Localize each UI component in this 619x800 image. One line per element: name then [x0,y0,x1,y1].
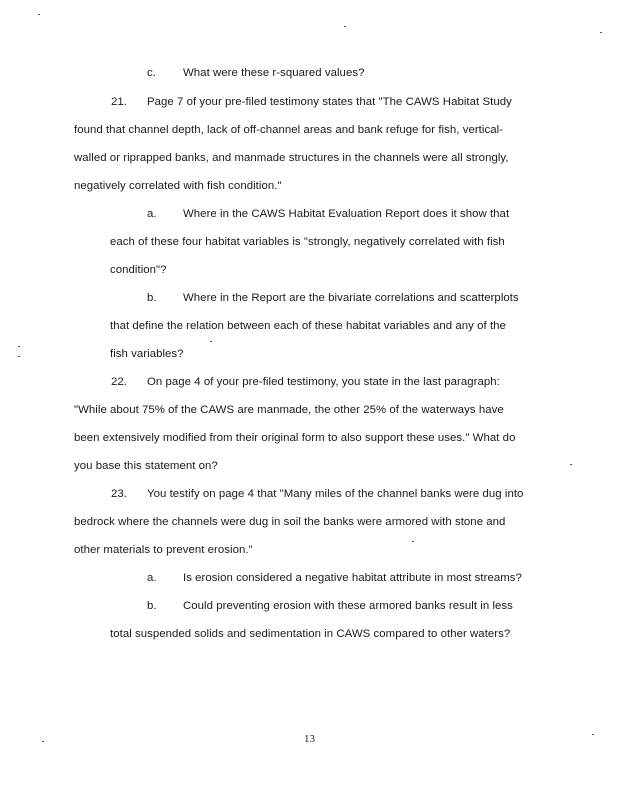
question-22-number: 22. [111,376,127,388]
question-23-line: You testify on page 4 that "Many miles of the channel banks were dug into [147,488,524,500]
question-23-line: bedrock where the channels were dug in soil the banks were armored with stone and [74,516,506,528]
item-c-line: What were these r-squared values? [183,67,365,79]
question-22-line: On page 4 of your pre-filed testimony, you state in the last paragraph: [147,376,500,388]
scan-speck [344,26,346,27]
question-22-line: been extensively modified from their original form to also support these uses." What do [74,432,516,444]
question-21-line: Page 7 of your pre-filed testimony states that "The CAWS Habitat Study [147,96,512,108]
question-21-sub-a-line: condition"? [110,264,167,276]
scan-speck [600,32,602,33]
question-21-number: 21. [111,96,127,108]
question-22-line: "While about 75% of the CAWS are manmade, the other 25% of the waterways have [74,404,504,416]
scan-speck [570,464,572,465]
item-c-label: c. [147,67,156,79]
scan-speck [412,541,414,542]
scan-speck [18,346,20,347]
question-21-line: walled or riprapped banks, and manmade structures in the channels were all strongly, [74,152,509,164]
question-23-number: 23. [111,488,127,500]
question-21-sub-a-label: a. [147,208,157,220]
question-21-sub-b-line: that define the relation between each of these habitat variables and any of the [110,320,506,332]
question-21-sub-a-line: Where in the CAWS Habitat Evaluation Report does it show that [183,208,510,220]
question-23-sub-a-line: Is erosion considered a negative habitat attribute in most streams? [183,572,522,584]
question-23-sub-a-label: a. [147,572,157,584]
question-21-sub-b-label: b. [147,292,157,304]
scan-speck [38,14,40,15]
question-23-sub-b-label: b. [147,600,157,612]
question-21-sub-b-line: Where in the Report are the bivariate correlations and scatterplots [183,292,519,304]
question-21-line: negatively correlated with fish condition." [74,180,282,192]
question-23-sub-b-line: total suspended solids and sedimentation in CAWS compared to other waters? [110,628,511,640]
scan-speck [18,356,20,357]
question-23-line: other materials to prevent erosion." [74,544,253,556]
question-21-line: found that channel depth, lack of off-channel areas and bank refuge for fish, vertical- [74,124,504,136]
page-number: 13 [304,733,315,745]
question-21-sub-a-line: each of these four habitat variables is "strongly, negatively correlated with fish [110,236,505,248]
question-23-sub-b-line: Could preventing erosion with these armored banks result in less [183,600,513,612]
question-22-line: you base this statement on? [74,460,218,472]
scan-speck [210,341,212,342]
question-21-sub-b-line: fish variables? [110,348,184,360]
